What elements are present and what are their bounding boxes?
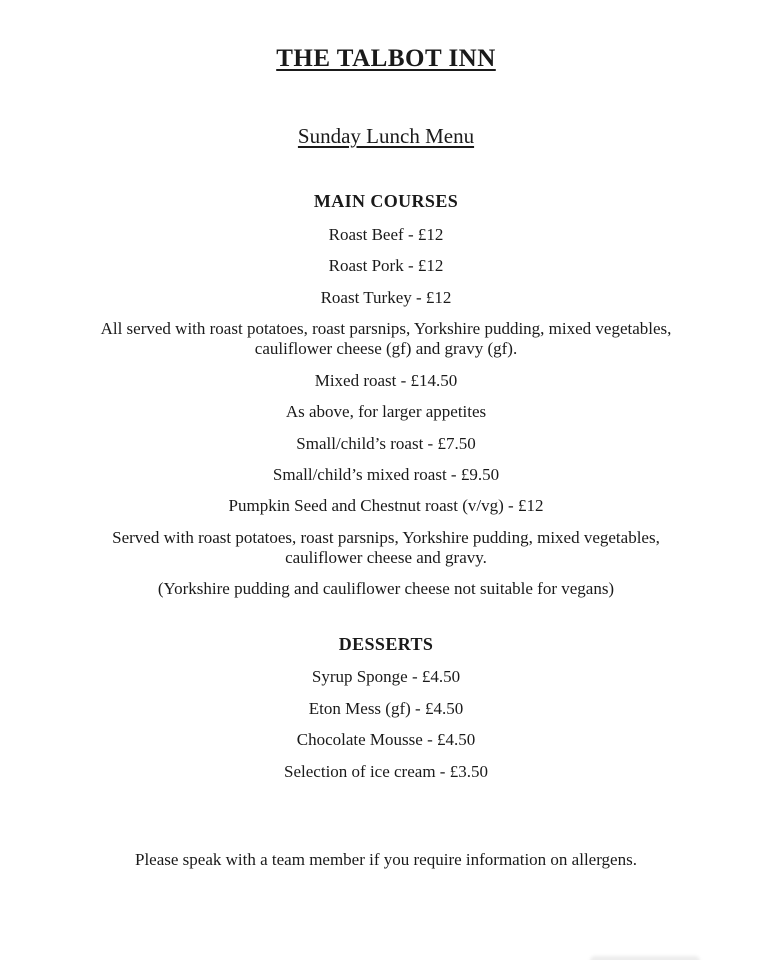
menu-item-child-roast: Small/child’s roast - £7.50	[296, 433, 476, 453]
menu-item-eton-mess: Eton Mess (gf) - £4.50	[308, 698, 464, 718]
section-main-courses	[0, 191, 772, 600]
menu-item-ice-cream: Selection of ice cream - £3.50	[284, 761, 488, 781]
menu-item-roast-pork: Roast Pork - £12	[328, 256, 444, 276]
section-heading-desserts: DESSERTS	[338, 633, 434, 654]
menu-item-syrup-sponge: Syrup Sponge - £4.50	[311, 667, 461, 687]
menu-item-roast-beef: Roast Beef - £12	[328, 224, 444, 244]
menu-subtitle: Sunday Lunch Menu	[297, 124, 475, 148]
page-title: THE TALBOT INN	[276, 45, 496, 72]
section-desserts	[0, 634, 772, 782]
menu-item-mixed-roast: Mixed roast - £14.50	[314, 370, 458, 390]
note-vegan-suitability: (Yorkshire pudding and cauliflower cheese not suitable for vegans)	[157, 579, 615, 599]
cutoff-bottom-element	[590, 956, 700, 960]
section-heading-main-courses: MAIN COURSES	[313, 191, 459, 212]
note-larger-appetites: As above, for larger appetites	[285, 402, 487, 422]
menu-item-chocolate-mousse: Chocolate Mousse - £4.50	[296, 730, 476, 750]
menu-item-child-mixed-roast: Small/child’s mixed roast - £9.50	[272, 464, 500, 484]
serving-note-vegan-roast: Served with roast potatoes, roast parsnips, Yorkshire pudding, mixed vegetables, cauliflower cheese and gravy.	[112, 527, 660, 568]
menu-item-roast-turkey: Roast Turkey - £12	[320, 287, 452, 307]
allergen-notice: Please speak with a team member if you require information on allergens.	[135, 850, 637, 870]
menu-item-pumpkin-chestnut-roast: Pumpkin Seed and Chestnut roast (v/vg) - £12	[228, 496, 544, 516]
serving-note-roasts: All served with roast potatoes, roast parsnips, Yorkshire pudding, mixed vegetables, cauliflower cheese (gf) and gravy (gf).	[100, 318, 672, 359]
